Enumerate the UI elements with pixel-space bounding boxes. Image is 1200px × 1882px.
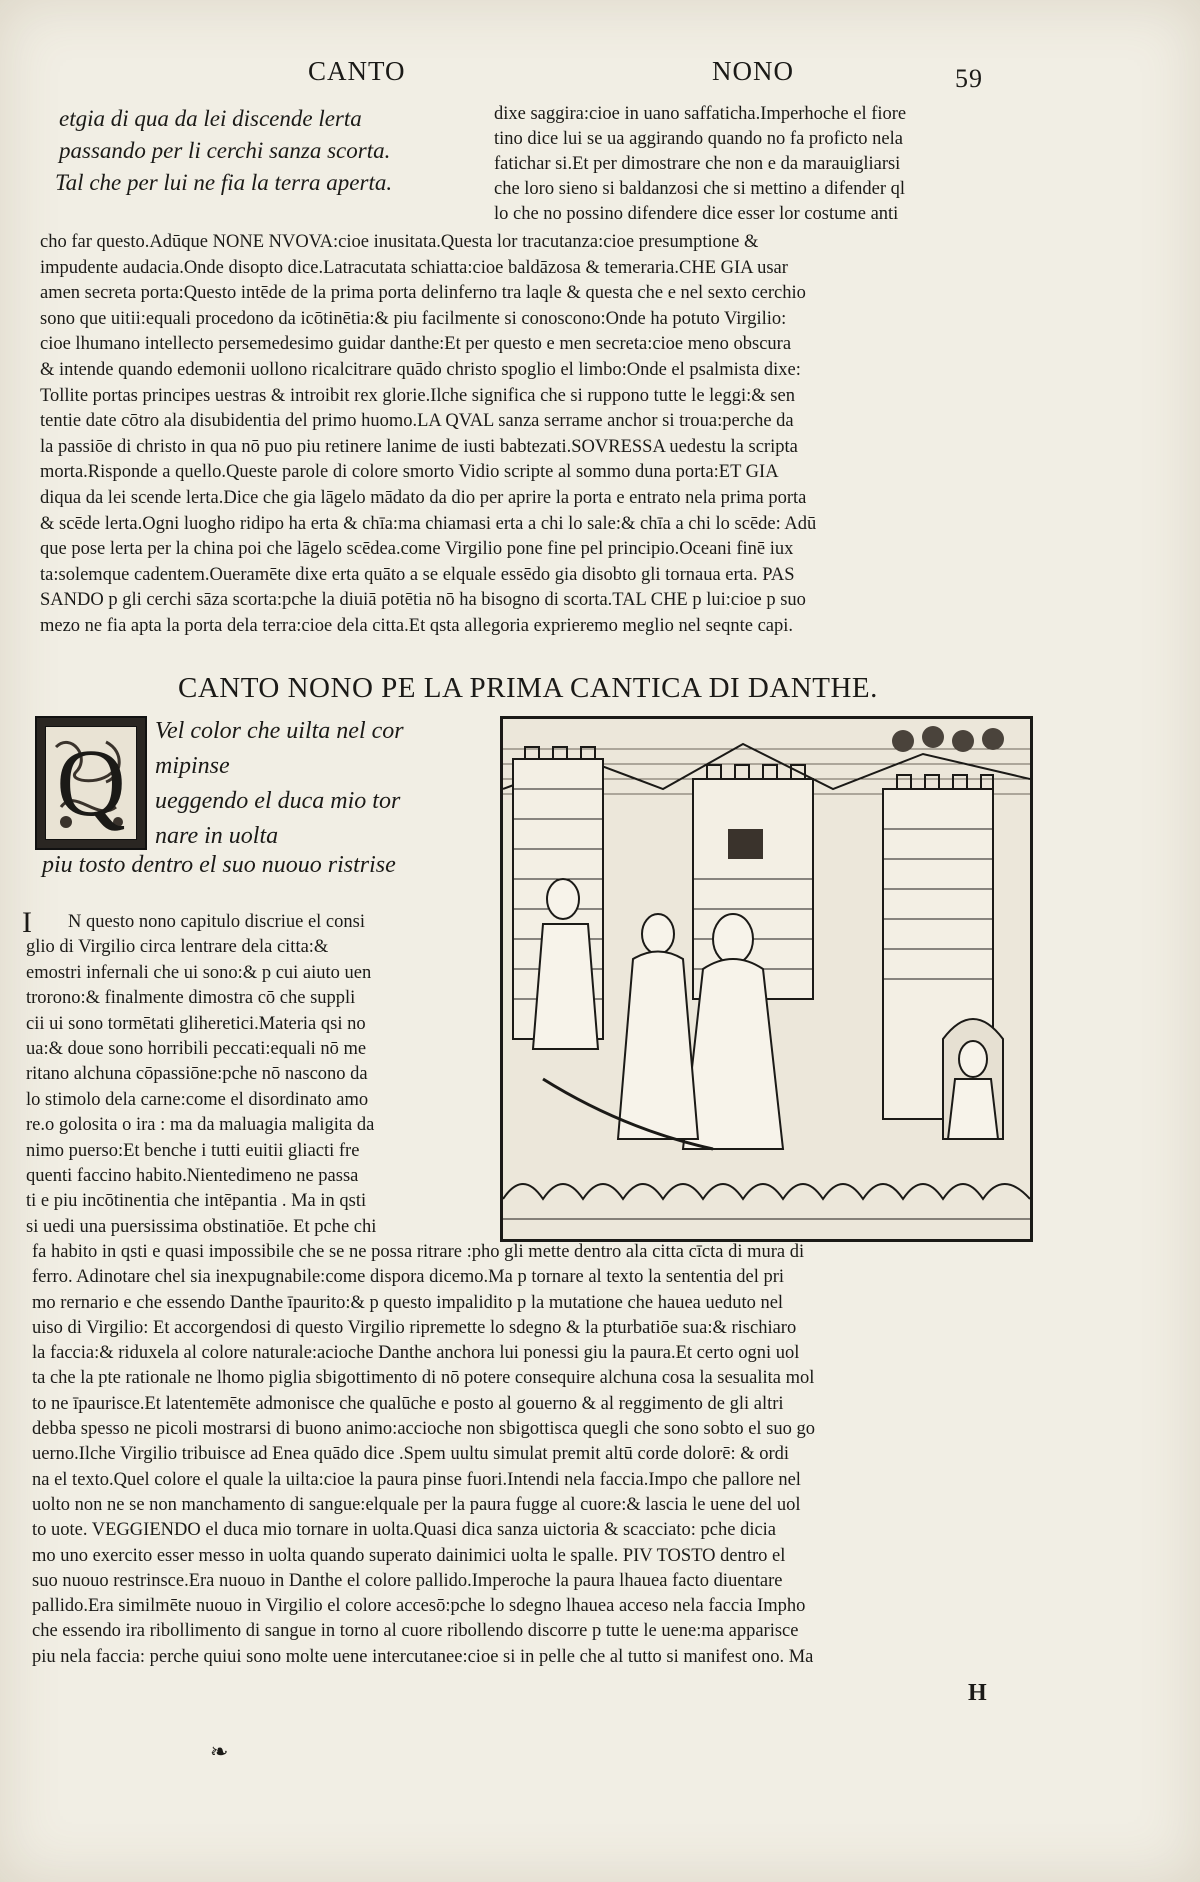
gloss-line: cho far questo.Adūque NONE NVOVA:cioe inusitata.Questa lor tracutanza:cioe presumptione &	[40, 232, 759, 252]
gloss-line: dixe saggira:cioe in uano saffaticha.Imperhoche el fiore	[494, 104, 907, 124]
gloss-line: uiso di Virgilio: Et accorgendosi di questo Virgilio ripremette lo sdegno & la pturbatiōe sua:& rischiaro	[32, 1317, 797, 1338]
gloss-line: & intende quando edemonii uollono ricalcitrare quādo christo spoglio el limbo:Onde el psalmista dixe:	[40, 359, 801, 380]
gloss-line: piu nela faccia: perche quiui sono molte uene intercutanee:cioe si in pelle che al tutto si manifest ono. Ma	[32, 1646, 814, 1667]
gloss-full-width	[40, 230, 1040, 640]
gloss-line: ferro. Adinotare chel sia inexpugnabile:come dispora dicemo.Ma p tornare al texto la sententia del pri	[32, 1267, 785, 1288]
verse-line: Tal che per lui ne fia la terra aperta.	[55, 170, 393, 195]
comm-line: nimo puerso:Et benche i tutti euitii gliacti fre	[26, 1140, 360, 1161]
gloss-line: la faccia:& riduxela al colore naturale:acioche Danthe anchora lui ponessi giu la paura.Et certo ogni uol	[32, 1343, 800, 1364]
gloss-line: morta.Risponde a quello.Queste parole di colore smorto Vidio scripte al sommo duna porta:ET GIA	[40, 462, 779, 483]
gloss-line: amen secreta porta:Questo intēde de la prima porta delinferno tra laqle & questa che e nel sexto cerchio	[40, 283, 806, 304]
gloss-line: lo che no possino difendere dice esser lor costume anti	[494, 204, 899, 224]
gloss-line: uerno.Ilche Virgilio tribuisce ad Enea quādo dice .Spem uultu simulat premit altū corde dolorē: & ordi	[32, 1444, 790, 1465]
comm-line: emostri infernali che ui sono:& p cui aiuto uen	[26, 962, 372, 983]
incipit-line: nare in uolta	[155, 823, 279, 849]
comm-line: re.o golosita o ira : ma da maluagia maligita da	[26, 1115, 375, 1136]
gloss-line: suo nuouo restrinsce.Era nuouo in Danthe el colore pallido.Imperoche la paura lhauea facto diuentare	[32, 1570, 783, 1591]
printer-mark-icon: ❧	[210, 1740, 229, 1765]
gloss-line: que pose lerta per la china poi che lāgelo scēdea.come Virgilio pone fine pel principio.Oceani finē iux	[40, 539, 794, 560]
gloss-line: impudente audacia.Onde disopto dice.Latracutata schiatta:cioe baldāzosa & temeraria.CHE GIA usar	[40, 257, 788, 278]
gloss-line: SANDO p gli cerchi sāza scorta:pche la diuiā potētia nō ha bisogno di scorta.TAL CHE p lui:cioe p suo	[40, 590, 806, 611]
canto-title: CANTO NONO PE LA PRIMA CANTICA DI DANTHE.	[178, 672, 878, 704]
gloss-line: mezo ne fia apta la porta dela terra:cioe dela citta.Et qsta allegoria exprieremo meglio nel seqnte capi.	[40, 615, 794, 636]
verse-line: passando per li cerchi sanza scorta.	[59, 138, 391, 163]
gloss-line: sono que uitii:equali procedono da icōtinētia:& piu facilmente si conoscono:Onde ha potuto Virgilio:	[40, 308, 787, 329]
initial-letter: Q	[56, 729, 126, 836]
signature-mark: H	[968, 1680, 987, 1706]
gloss-line: debba spesso ne picoli mostrarsi di buono animo:accioche non sbigottisca quegli che sono sobto el suo go	[32, 1419, 816, 1440]
gloss-line: tentie date cōtro ala disubidentia del primo huomo.LA QVAL sanza serrame anchor si troua:perche da	[40, 411, 794, 432]
incipit-line: Vel color che uilta nel cor	[155, 718, 404, 744]
incipit-last-line: piu tosto dentro el suo nuouo ristrise	[42, 852, 396, 878]
gloss-line: pallido.Era similmēte nuouo in Virgilio el colore accesō:pche lo sdegno lhauea acceso nela faccia Impho	[32, 1596, 806, 1617]
gloss-line: che essendo ira ribollimento di sangue in torno al cuore ribollendo discorre p tutte le uene:ma apparisce	[32, 1621, 799, 1642]
incipit-line: mipinse	[155, 753, 230, 779]
gloss-line: fa habito in qsti e quasi impossibile che se ne possa ritrare :pho gli mette dentro ala citta cīcta di mura di	[32, 1242, 805, 1262]
gloss-line: cioe lhumano intellecto persemedesimo guidar danthe:Et per questo e men secreta:cioe meno obscura	[40, 334, 792, 355]
verse-top	[55, 103, 475, 199]
gloss-line: fatichar si.Et per dimostrare che non e da marauigliarsi	[494, 154, 901, 174]
gloss-line: tino dice lui se ua aggirando quando no fa proficto nela	[494, 129, 903, 149]
gloss-line: diqua da lei scende lerta.Dice che gia lāgelo mādato da dio per aprire la porta e entrato nela prima porta	[40, 487, 807, 508]
gloss-line: mo rernario e che essendo Danthe īpaurito:& p questo impalidito p la mutatione che hauea ueduto nel	[32, 1292, 784, 1313]
comm-line: lo stimolo dela carne:come el disordinato amo	[26, 1089, 369, 1110]
comm-line: quenti faccino habito.Nientedimeno ne passa	[26, 1166, 359, 1187]
gloss-line: uolto non ne se non manchamento di sangue:elquale per la paura fugge al cuore:& lascia le uene del uol	[32, 1494, 801, 1515]
woodcut-illustration	[500, 716, 1033, 1242]
gloss-line: ta:solemque cadentem.Oueramēte dixe erta quāto a se elquale essēdo gia disobto gli tornaua erta. PAS	[40, 564, 795, 585]
incipit-line: ueggendo el duca mio tor	[155, 788, 401, 814]
gloss-top-right	[494, 102, 1034, 227]
gloss-bottom	[32, 1240, 1042, 1670]
comm-line: si uedi una puersissima obstinatiōe. Et pche chi	[26, 1216, 377, 1237]
initial-frame	[45, 726, 137, 840]
folio-number: 59	[955, 64, 983, 93]
gloss-line: to ne īpaurisce.Et latentemēte admonisce che qualūche e posto al gouerno & al reggimento de gli altri	[32, 1393, 784, 1414]
gloss-line: ta che la pte rationale ne lhomo piglia sbigottimento di nō potere consequire alchuna cosa la sesualita mol	[32, 1368, 815, 1389]
comm-line: glio di Virgilio circa lentrare dela citta:&	[26, 937, 329, 958]
commentary-column	[26, 910, 478, 1240]
gloss-line: to uote. VEGGIENDO el duca mio tornare in uolta.Quasi dica sanza uictoria & scacciato: pche dicia	[32, 1520, 777, 1541]
gloss-line: mo uno exercito esser messo in uolta quando superato dainimici uolta le spalle. PIV TOSTO dentro el	[32, 1545, 786, 1566]
comm-line: ritano alchuna cōpassiōne:pche nō nascono da	[26, 1064, 368, 1085]
gloss-line: che loro sieno si baldanzosi che si mettino a difender ql	[494, 179, 905, 199]
gloss-line: & scēde lerta.Ogni luogho ridipo ha erta & chīa:ma chiamasi erta a chi lo sale:& chīa a chi lo scēde: Adū	[40, 513, 817, 534]
running-head-canto: CANTO	[308, 56, 406, 86]
commentary-initial: I	[22, 906, 32, 939]
comm-line: N questo nono capitulo discriue el consi	[68, 912, 365, 932]
verse-line: etgia di qua da lei discende lerta	[59, 106, 362, 131]
running-head-nono: NONO	[712, 56, 794, 86]
comm-line: ua:& doue sono horribili peccati:equali nō me	[26, 1039, 367, 1060]
gloss-line: Tollite portas principes uestras & introibit rex glorie.Ilche significa che si ruppono tutte le leggi:& sen	[40, 385, 795, 406]
gloss-line: la passiōe di christo in qua nō puo piu retinere lanime de iusti babtezati.SOVRESSA uedestu la scripta	[40, 436, 798, 457]
comm-line: ti e piu incōtinentia che intēpantia . Ma in qsti	[26, 1191, 367, 1212]
gloss-line: na el texto.Quel colore el quale la uilta:cioe la paura pinse fuori.Intendi nela faccia.Impo che pallore nel	[32, 1469, 801, 1490]
comm-line: trorono:& finalmente dimostra cō che suppli	[26, 988, 356, 1009]
incipit-verses	[155, 714, 485, 854]
decorated-initial	[35, 716, 147, 850]
comm-line: cii ui sono tormētati gliheretici.Materia qsi no	[26, 1013, 366, 1034]
city-of-dis-woodcut-icon	[503, 719, 1030, 1239]
